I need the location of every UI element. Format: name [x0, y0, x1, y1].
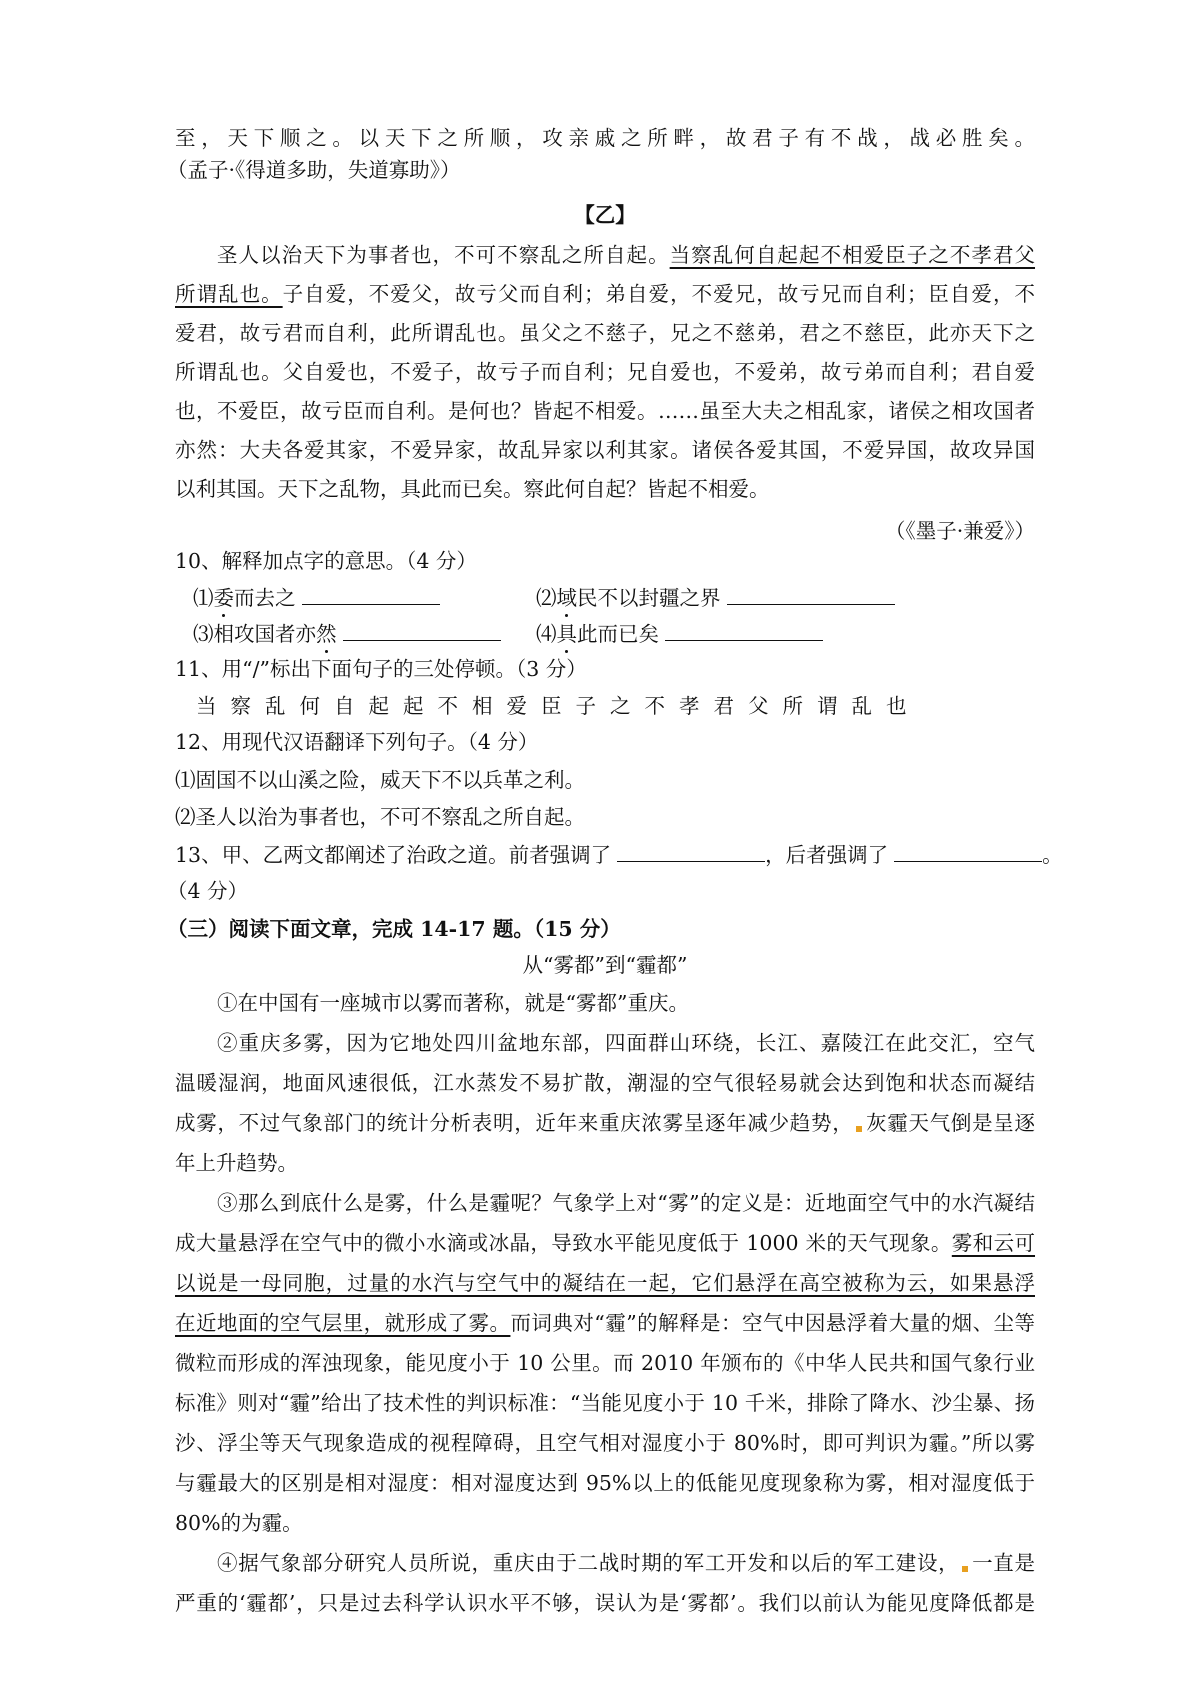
article-line: 严重的‘霾都’，只是过去科学认识水平不够，误认为是‘雾都’。我们以前认为能见度降低都是: [175, 1591, 1035, 1615]
dotted-char: 具: [556, 622, 577, 646]
comment-marker-icon: [856, 1126, 862, 1132]
passage-yi-line: 所谓乱也。子自爱，不爱父，故亏父而自利；弟自爱，不爱兄，故亏兄而自利；臣自爱，不: [175, 282, 1036, 306]
passage-yi-source: （《墨子·兼爱》）: [884, 519, 1035, 543]
q10-item-4: ⑷具此而已矣: [536, 619, 956, 649]
article-line: 标准》则对“霾”给出了技术性的判识标准：“当能见度小于 10 千米，排除了降水、沙尘暴、扬: [175, 1391, 1035, 1415]
dotted-char: 委: [213, 586, 234, 610]
question-11-sentence: 当察乱何自起起不相爱臣子之不孝君父所谓乱也: [196, 694, 921, 718]
answer-blank[interactable]: [343, 620, 501, 641]
article-line: 年上升趋势。: [175, 1151, 298, 1175]
passage-jia-last-line: 至，天下顺之。以天下之所顺，攻亲戚之所畔，故君子有不战，战必胜矣。: [175, 126, 1035, 150]
article-line: 在近地面的空气层里，就形成了雾。而词典对“霾”的解释是：空气中因悬浮着大量的烟、尘等: [175, 1311, 1036, 1335]
question-13: 13、甲、乙两文都阐述了治政之道。前者强调了 ，后者强调了 。: [175, 843, 1063, 867]
comment-marker-icon: [962, 1566, 968, 1572]
answer-blank[interactable]: [617, 841, 765, 862]
dotted-char: 然: [316, 622, 337, 646]
answer-blank[interactable]: [665, 620, 823, 641]
article-line: ④据气象部分研究人员所说，重庆由于二战时期的军工开发和以后的军工建设， 一直是: [217, 1551, 1036, 1575]
answer-blank[interactable]: [894, 841, 1042, 862]
article-line: 80%的为霾。: [175, 1511, 303, 1535]
passage-yi-line: 所谓乱也。父自爱也，不爱子，故亏子而自利；兄自爱也，不爱弟，故亏弟而自利；君自爱: [175, 360, 1035, 384]
article-line: ②重庆多雾，因为它地处四川盆地东部，四面群山环绕，长江、嘉陵江在此交汇，空气: [217, 1031, 1035, 1055]
underlined-sentence: 所谓乱也。: [175, 282, 283, 306]
question-11-stem: 11、用“/”标出下面句子的三处停顿。（3 分）: [175, 657, 587, 681]
q10-item-2: ⑵域民不以封疆之界: [536, 583, 956, 613]
answer-blank[interactable]: [727, 584, 895, 605]
passage-yi-title: 【乙】: [574, 203, 636, 227]
article-line: ③那么到底什么是雾，什么是霾呢？气象学上对“雾”的定义是：近地面空气中的水汽凝结: [217, 1191, 1035, 1215]
passage-yi-line: 圣人以治天下为事者也，不可不察乱之所自起。当察乱何自起起不相爱臣子之不孝君父: [217, 243, 1036, 267]
question-13-score: （4 分）: [167, 879, 249, 903]
q10-item-1: ⑴委而去之: [193, 583, 593, 613]
dotted-char: 域: [556, 586, 577, 610]
question-12-stem: 12、用现代汉语翻译下列句子。（4 分）: [175, 730, 539, 754]
passage-yi-line: 亦然：大夫各爱其家，不爱异家，故乱异家以利其家。诸侯各爱其国，不爱异国，故攻异国: [175, 438, 1035, 462]
question-12-sentence-1: ⑴固国不以山溪之险，威天下不以兵革之利。: [175, 768, 585, 792]
answer-blank[interactable]: [302, 584, 440, 605]
article-line: 沙、浮尘等天气现象造成的视程障碍，且空气相对湿度小于 80%时，即可判识为霾。”所以雾: [175, 1431, 1035, 1455]
article-paragraph: ①在中国有一座城市以雾而著称，就是“雾都”重庆。: [217, 991, 689, 1015]
passage-yi-line: 爱君，故亏君而自利，此所谓乱也。虽父之不慈子，兄之不慈弟，君之不慈臣，此亦天下之: [175, 321, 1035, 345]
passage-yi-line: 以利其国。天下之乱物，具此而已矣。察此何自起？皆起不相爱。: [175, 477, 770, 501]
article-title: 从“雾都”到“霾都”: [522, 953, 688, 977]
underlined-sentence: 当察乱何自起起不相爱臣子之不孝君父: [669, 243, 1036, 267]
article-line: 温暖湿润，地面风速很低，江水蒸发不易扩散，潮湿的空气很轻易就会达到饱和状态而凝结: [175, 1071, 1035, 1095]
question-10-stem: 10、解释加点字的意思。（4 分）: [175, 549, 477, 573]
article-line: 与霾最大的区别是相对湿度：相对湿度达到 95%以上的低能见度现象称为雾，相对湿度低于: [175, 1471, 1035, 1495]
underlined-sentence: 在近地面的空气层里，就形成了雾。: [175, 1311, 511, 1335]
question-12-sentence-2: ⑵圣人以治为事者也，不可不察乱之所自起。: [175, 805, 585, 829]
passage-jia-source: （孟子·《得道多助，失道寡助》）: [167, 158, 461, 182]
underlined-sentence: 雾和云可: [951, 1231, 1036, 1255]
article-line: 成大量悬浮在空气中的微小水滴或冰晶，导致水平能见度低于 1000 米的天气现象。雾和云可: [175, 1231, 1036, 1255]
q10-item-3: ⑶相攻国者亦然: [193, 619, 593, 649]
section-3-heading: （三）阅读下面文章，完成 14-17 题。（15 分）: [167, 917, 621, 941]
underlined-sentence: 以说是一母同胞，过量的水汽与空气中的凝结在一起，它们悬浮在高空被称为云，如果悬浮: [175, 1271, 1035, 1295]
passage-yi-line: 也，不爱臣，故亏臣而自利。是何也？皆起不相爱。……虽至大夫之相乱家，诸侯之相攻国者: [175, 399, 1035, 423]
article-line: 成雾，不过气象部门的统计分析表明，近年来重庆浓雾呈逐年减少趋势， 灰霾天气倒是呈逐: [175, 1111, 1036, 1135]
article-line: 微粒而形成的浑浊现象，能见度小于 10 公里。而 2010 年颁布的《中华人民共和国气象行业: [175, 1351, 1035, 1375]
